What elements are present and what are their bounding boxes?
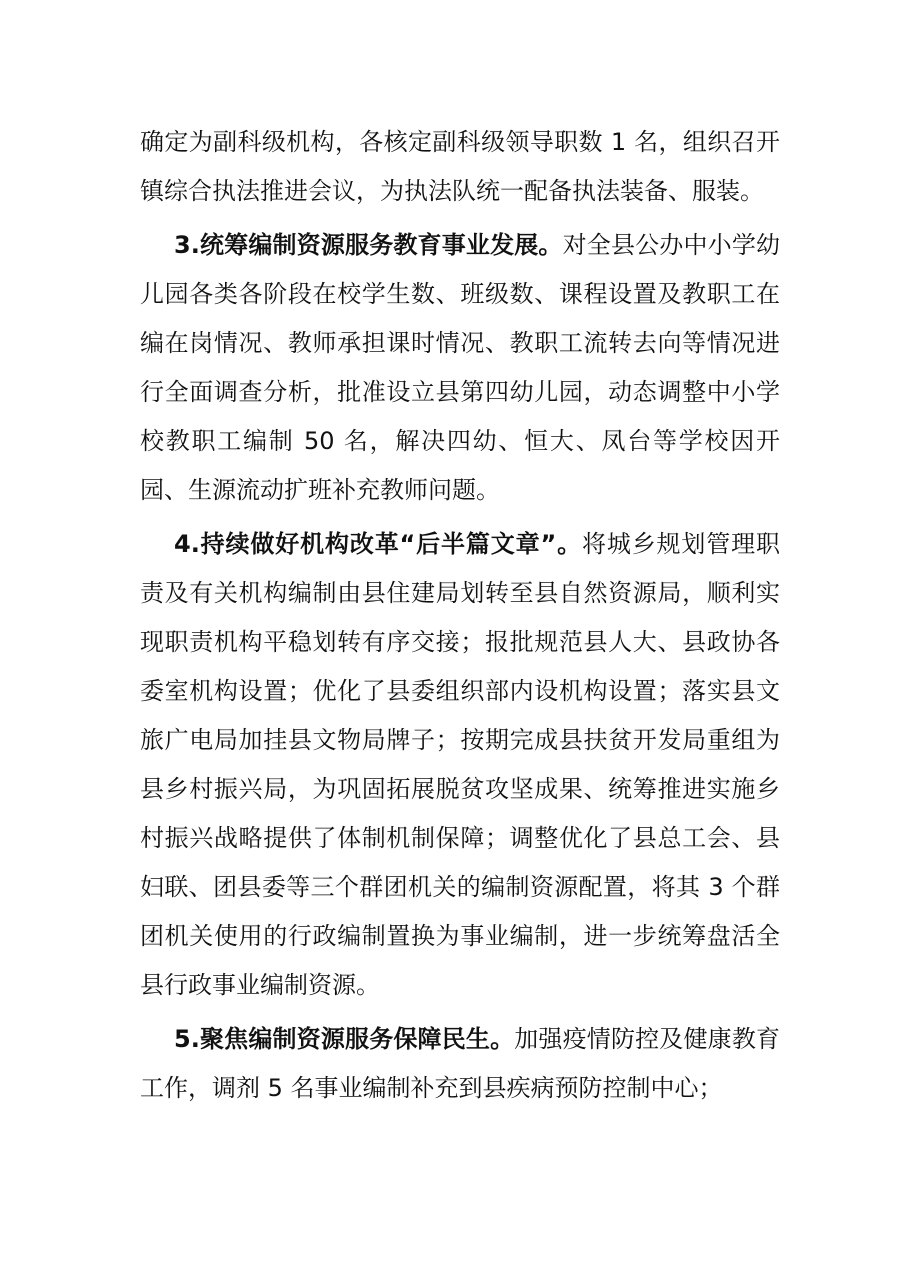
paragraph-body: 将城乡规划管理职责及有关机构编制由县住建局划转至县自然资源局，顺利实现职责机构平稳划转有序交接；报批规范县人大、县政协各委室机构设置；优化了县委组织部内设机构设置；落实县文旅广电局加挂县文物局牌子；按期完成县扶贫开发局重组为县乡村振兴局，为巩固拓展脱贫攻坚成果、统筹推进实施乡村振兴战略提供了体制机制保障；调整优化了县总工会、县妇联、团县委等三个群团机关的编制资源配置，将其 3 个群团机关使用的行政编制置换为事业编制，进一步统筹盘活全县行政事业编制资源。 [140,530,780,999]
paragraph-body: 确定为副科级机构，各核定副科级领导职数 1 名，组织召开镇综合执法推进会议，为执法队统一配备执法装备、服装。 [140,128,780,205]
paragraph-body: 对全县公办中小学幼儿园各类各阶段在校学生数、班级数、课程设置及教职工在编在岗情况、教师承担课时情况、教职工流转去向等情况进行全面调查分析，批准设立县第四幼儿园，动态调整中小学校教职工编制 50 名，解决四幼、恒大、凤台等学校因开园、生源流动扩班补充教师问题。 [140,231,780,504]
paragraph-body: 加强疫情防控及健康教育工作，调剂 5 名事业编制补充到县疾病预防控制中心； [140,1025,780,1102]
paragraph-heading: 5.聚焦编制资源服务保障民生。 [174,1025,515,1053]
paragraph-item-3 [140,221,780,515]
paragraph-continuation [140,118,780,216]
paragraph-item-4 [140,520,780,1010]
document-page [140,118,780,1113]
paragraph-item-5 [140,1015,780,1113]
paragraph-heading: 4.持续做好机构改革“后半篇文章”。 [174,530,582,558]
paragraph-heading: 3.统筹编制资源服务教育事业发展。 [174,231,563,259]
